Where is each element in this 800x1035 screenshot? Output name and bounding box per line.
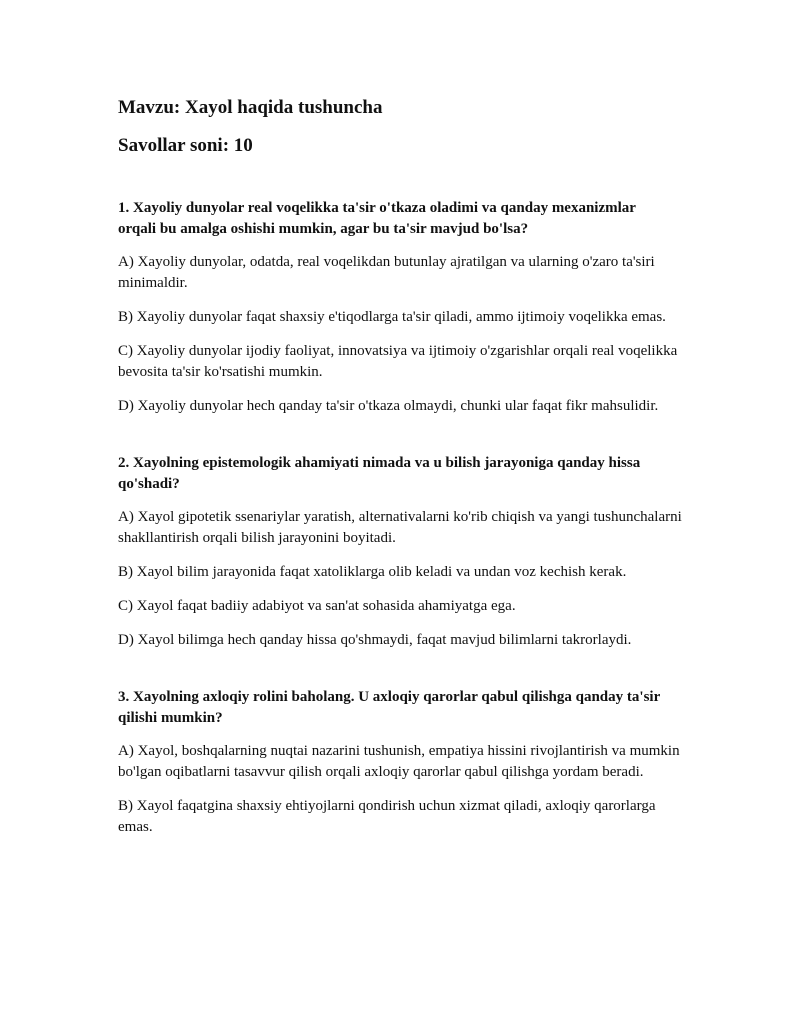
question-count-heading: Savollar soni: 10 <box>118 135 253 156</box>
answer-option-a: A) Xayol gipotetik ssenariylar yaratish, alternativalarni ko'rib chiqish va yangi tushunchalarni shakllantirish orqali bilish jarayonini boyitadi. <box>118 509 682 546</box>
question-list <box>118 198 690 838</box>
answer-option-c: C) Xayol faqat badiiy adabiyot va san'at sohasida ahamiyatga ega. <box>118 598 516 614</box>
question-text: 1. Xayoliy dunyolar real voqelikka ta'sir o'tkaza oladimi va qanday mexanizmlar orqali bu amalga oshishi mumkin, agar bu ta'sir mavjud bo'lsa? <box>118 200 636 237</box>
answer-option-d: D) Xayol bilimga hech qanday hissa qo'shmaydi, faqat mavjud bilimlarni takrorlaydi. <box>118 632 632 648</box>
question-text: 3. Xayolning axloqiy rolini baholang. U axloqiy qarorlar qabul qilishga qanday ta'sir qilishi mumkin? <box>118 689 660 726</box>
answer-option-c: C) Xayoliy dunyolar ijodiy faoliyat, innovatsiya va ijtimoiy o'zgarishlar orqali real voqelikka bevosita ta'sir ko'rsatishi mumkin. <box>118 343 678 380</box>
answer-option-a: A) Xayol, boshqalarning nuqtai nazarini tushunish, empatiya hissini rivojlantirish va mumkin bo'lgan oqibatlarni tasavvur qilish orqali axloqiy qarorlar qabul qilishga yordam beradi. <box>118 743 680 780</box>
answer-option-b: B) Xayoliy dunyolar faqat shaxsiy e'tiqodlarga ta'sir qiladi, ammo ijtimoiy voqelikka emas. <box>118 309 666 325</box>
question-text: 2. Xayolning epistemologik ahamiyati nimada va u bilish jarayoniga qanday hissa qo'shadi? <box>118 455 641 492</box>
question-block-2 <box>118 453 690 651</box>
answer-option-b: B) Xayol faqatgina shaxsiy ehtiyojlarni qondirish uchun xizmat qiladi, axloqiy qarorlarga emas. <box>118 798 656 835</box>
answer-option-a: A) Xayoliy dunyolar, odatda, real voqelikdan butunlay ajratilgan va ularning o'zaro ta'siri minimaldir. <box>118 254 655 291</box>
question-block-3 <box>118 687 690 838</box>
question-block-1 <box>118 198 690 417</box>
answer-option-d: D) Xayoliy dunyolar hech qanday ta'sir o'tkaza olmaydi, chunki ular faqat fikr mahsulidir. <box>118 398 659 414</box>
answer-option-b: B) Xayol bilim jarayonida faqat xatoliklarga olib keladi va undan voz kechish kerak. <box>118 564 627 580</box>
topic-heading: Mavzu: Xayol haqida tushuncha <box>118 97 383 118</box>
